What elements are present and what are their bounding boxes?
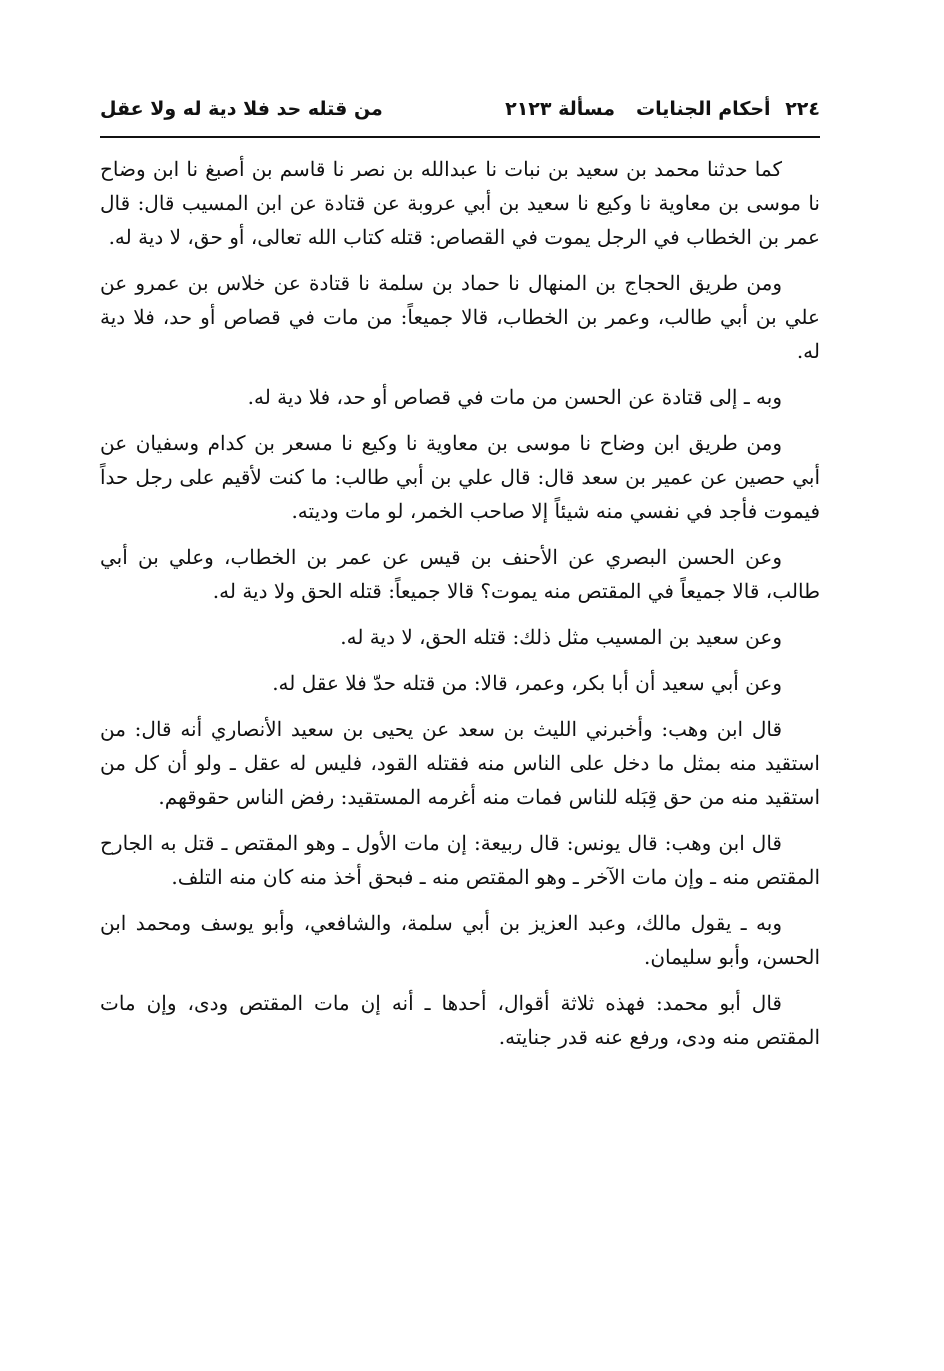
paragraph: وعن الحسن البصري عن الأحنف بن قيس عن عمر بن الخطاب، وعلي بن أبي طالب، قالا جميعاً في المقتص منه يموت؟ قالا جميعاً: قتله الحق ولا دية له. (100, 545, 820, 603)
paragraph: قال ابن وهب: قال يونس: قال ربيعة: إن مات الأول ـ وهو المقتص ـ قتل به الجارح المقتص منه ـ وإن مات الآخر ـ وهو المقتص منه ـ فبحق أخذ منه كان منه التلف. (100, 831, 820, 889)
paragraph: ومن طريق ابن وضاح نا موسى بن معاوية نا وكيع نا مسعر بن كدام وسفيان عن أبي حصين عن عمير بن سعد قال: قال علي بن أبي طالب: ما كنت لأقيم على رجل حداً فيموت فأجد في نفسي منه شيئاً إلا صاحب الخمر، لو مات وديته. (100, 431, 820, 523)
paragraph: قال أبو محمد: فهذه ثلاثة أقوال، أحدها ـ أنه إن مات المقتص ودى، وإن مات المقتص منه ودى، ورفع عنه قدر جنايته. (100, 991, 820, 1049)
paragraph: وعن سعيد بن المسيب مثل ذلك: قتله الحق، لا دية له. (340, 625, 782, 649)
paragraph: قال ابن وهب: وأخبرني الليث بن سعد عن يحيى بن سعيد الأنصاري أنه قال: من استقيد منه بمثل ما دخل على الناس منه فقتله القود، فليس له عقل ـ ولو أن كل من استقيد منه من حق قِبَله للناس فمات منه أغرمه المستقيد: رفض الناس حقوقهم. (100, 717, 820, 809)
paragraph: وبه ـ يقول مالك، وعبد العزيز بن أبي سلمة، والشافعي، وأبو يوسف ومحمد ابن الحسن، وأبو سليمان. (100, 911, 820, 969)
paragraph: وعن أبي سعيد أن أبا بكر، وعمر، قالا: من قتله حدّ فلا عقل له. (272, 671, 782, 695)
body-text (100, 152, 820, 1054)
paragraph: ومن طريق الحجاج بن المنهال نا حماد بن سلمة نا قتادة عن خلاس بن عمرو عن علي بن أبي طالب، وعمر بن الخطاب، قالا جميعاً: من مات في قصاص أو حد، فلا دية له. (100, 271, 820, 363)
header-right (636, 98, 820, 120)
document-page (100, 92, 820, 1066)
issue-number: مسألة ٢١٢٣ (505, 98, 615, 120)
section-title: من قتله حد فلا دية له ولا عقل (100, 98, 383, 120)
paragraph: وبه ـ إلى قتادة عن الحسن من مات في قصاص أو حد، فلا دية له. (247, 385, 782, 409)
paragraph: كما حدثنا محمد بن سعيد بن نبات نا عبدالله بن نصر نا قاسم بن أصبغ نا ابن وضاح نا موسى بن معاوية نا وكيع نا سعيد بن أبي عروبة عن قتادة عن ابن المسيب قال: قال عمر بن الخطاب في الرجل يموت في القصاص: قتله كتاب الله تعالى، أو حق، لا دية له. (100, 157, 820, 249)
page-header (100, 92, 820, 138)
page-number: ٢٢٤ (785, 98, 820, 120)
book-title: أحكام الجنايات (636, 98, 771, 120)
